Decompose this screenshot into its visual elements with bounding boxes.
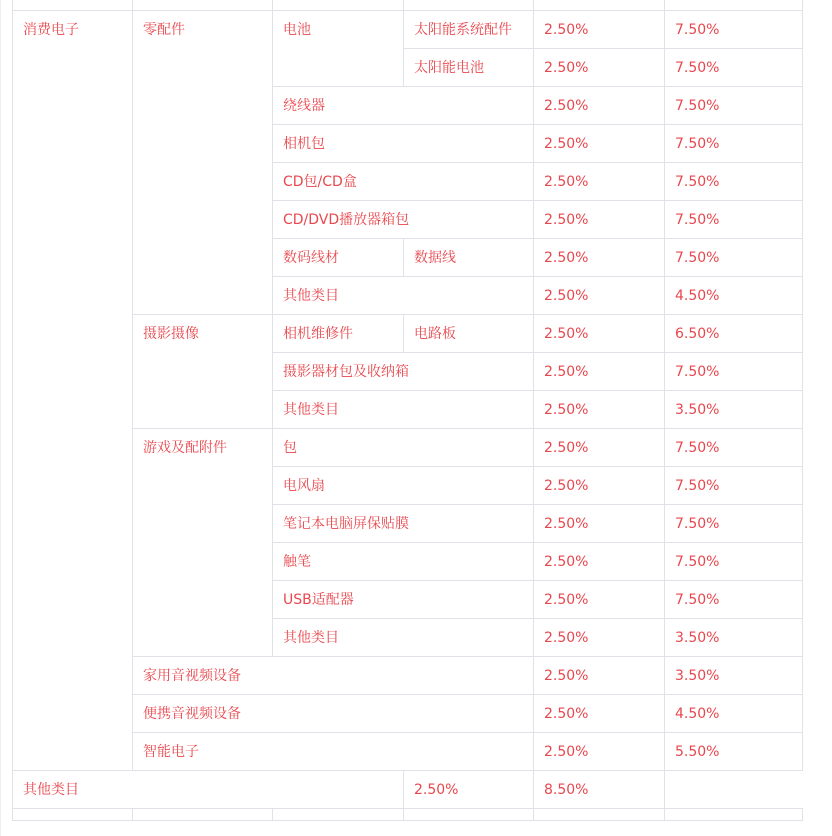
rate-cell: 8.50% — [534, 771, 665, 809]
rate-cell: 7.50% — [665, 505, 803, 543]
category-l3-cell: 相机维修件 — [273, 315, 404, 353]
category-l3-cell: 电池 — [273, 11, 404, 87]
rate-cell: 2.50% — [534, 49, 665, 87]
category-l1-cell: 消费电子 — [13, 11, 133, 771]
rate-cell: 3.50% — [665, 391, 803, 429]
rate-cell: 2.50% — [534, 467, 665, 505]
rate-cell: 7.50% — [665, 353, 803, 391]
rate-cell: 2.50% — [534, 733, 665, 771]
rate-cell: 2.50% — [534, 695, 665, 733]
table-row — [13, 11, 803, 49]
rate-cell: 2.50% — [404, 771, 534, 809]
category-l2-cell: 智能电子 — [133, 733, 534, 771]
category-l3-cell: 笔记本电脑屏保贴膜 — [273, 505, 534, 543]
category-l3-cell: 包 — [273, 429, 534, 467]
rate-cell: 7.50% — [665, 125, 803, 163]
table-container — [12, 0, 803, 821]
category-l2-cell: 零配件 — [133, 11, 273, 315]
rate-cell: 3.50% — [665, 657, 803, 695]
rate-cell: 7.50% — [665, 11, 803, 49]
category-l3-cell: 数码线材 — [273, 239, 404, 277]
rate-cell: 7.50% — [665, 581, 803, 619]
category-l2-cell: 家用音视频设备 — [133, 657, 534, 695]
table-row — [13, 771, 803, 809]
category-l2-cell: 其他类目 — [13, 771, 404, 809]
rate-cell: 7.50% — [665, 49, 803, 87]
rate-cell: 2.50% — [534, 87, 665, 125]
rate-cell: 2.50% — [534, 657, 665, 695]
rate-cell: 2.50% — [534, 239, 665, 277]
rate-cell: 7.50% — [665, 201, 803, 239]
category-l4-cell: 太阳能电池 — [404, 49, 534, 87]
rate-cell: 7.50% — [665, 429, 803, 467]
category-l3-cell: 其他类目 — [273, 619, 534, 657]
rate-cell: 5.50% — [665, 733, 803, 771]
rate-cell: 2.50% — [534, 581, 665, 619]
rate-cell: 2.50% — [534, 619, 665, 657]
rate-cell: 6.50% — [665, 315, 803, 353]
rate-cell: 2.50% — [534, 391, 665, 429]
category-l4-cell: 数据线 — [404, 239, 534, 277]
rate-cell: 2.50% — [534, 353, 665, 391]
category-l3-cell: CD/DVD播放器箱包 — [273, 201, 534, 239]
page-left-rule — [0, 0, 1, 836]
category-l3-cell: 其他类目 — [273, 277, 534, 315]
rate-cell: 4.50% — [665, 695, 803, 733]
rate-cell: 2.50% — [534, 315, 665, 353]
rate-cell: 2.50% — [534, 429, 665, 467]
category-l4-cell: 太阳能系统配件 — [404, 11, 534, 49]
rate-cell: 7.50% — [665, 239, 803, 277]
rate-cell: 2.50% — [534, 125, 665, 163]
rate-cell: 4.50% — [665, 277, 803, 315]
category-l3-cell: 相机包 — [273, 125, 534, 163]
category-l4-cell: 电路板 — [404, 315, 534, 353]
category-l2-cell: 便携音视频设备 — [133, 695, 534, 733]
category-l3-cell: 摄影器材包及收纳箱 — [273, 353, 534, 391]
rate-cell: 2.50% — [534, 201, 665, 239]
commission-rate-table — [12, 0, 803, 821]
rate-cell: 2.50% — [534, 543, 665, 581]
rate-cell: 7.50% — [665, 163, 803, 201]
category-l3-cell: CD包/CD盒 — [273, 163, 534, 201]
rate-cell: 2.50% — [534, 505, 665, 543]
rate-cell: 2.50% — [534, 277, 665, 315]
table-row-bottom-edge — [13, 809, 803, 821]
category-l3-cell: USB适配器 — [273, 581, 534, 619]
category-l3-cell: 触笔 — [273, 543, 534, 581]
rate-cell: 2.50% — [534, 163, 665, 201]
category-l3-cell: 其他类目 — [273, 391, 534, 429]
category-l3-cell: 电风扇 — [273, 467, 534, 505]
category-l3-cell: 绕线器 — [273, 87, 534, 125]
rate-cell: 7.50% — [665, 543, 803, 581]
category-l2-cell: 游戏及配附件 — [133, 429, 273, 657]
table-row-top-edge — [13, 0, 803, 11]
rate-cell: 2.50% — [534, 11, 665, 49]
category-l2-cell: 摄影摄像 — [133, 315, 273, 429]
rate-cell: 7.50% — [665, 87, 803, 125]
rate-cell: 7.50% — [665, 467, 803, 505]
rate-cell: 3.50% — [665, 619, 803, 657]
